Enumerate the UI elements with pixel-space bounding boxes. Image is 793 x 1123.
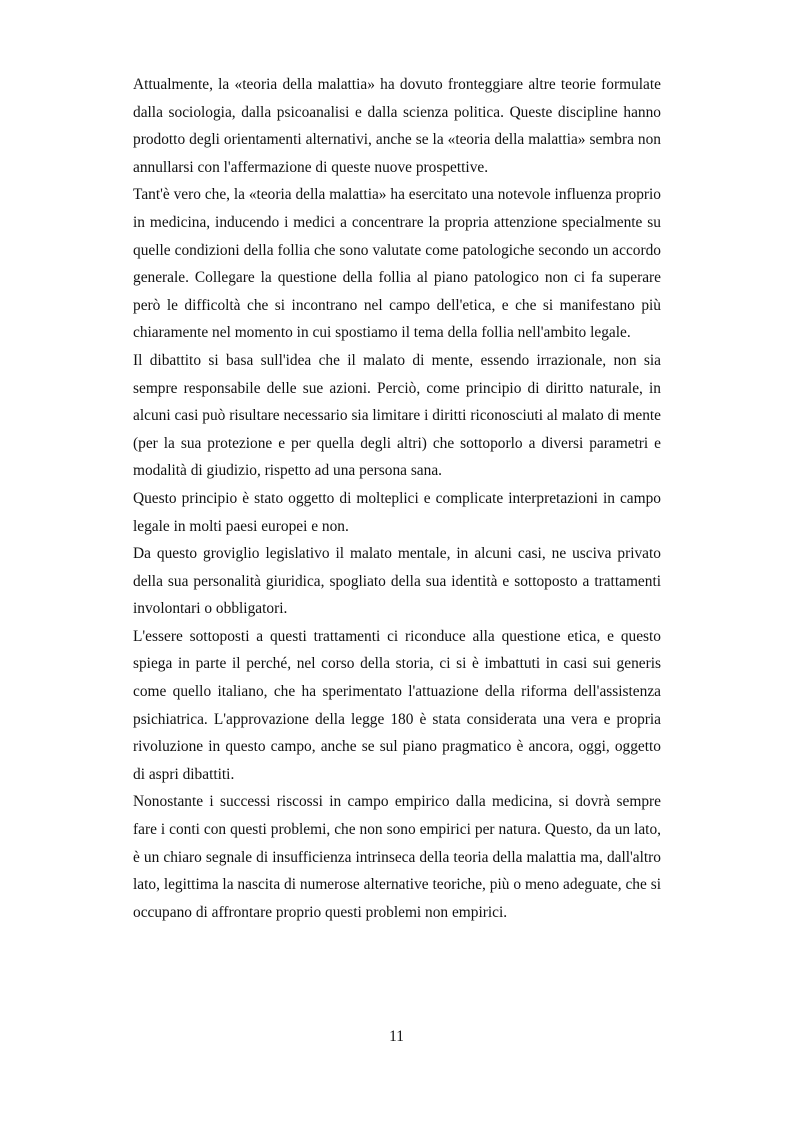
- paragraph-2: Tant'è vero che, la «teoria della malattia» ha esercitato una notevole influenza proprio in medicina, inducendo i medici a concentrare la propria attenzione specialmente su quelle condizioni della follia che sono valutate come patologiche secondo un accordo generale. Collegare la questione della follia al piano patologico non ci fa superare però le difficoltà che si incontrano nel campo dell'etica, e che si manifestano più chiaramente nel momento in cui spostiamo il tema della follia nell'ambito legale.: [133, 186, 661, 342]
- paragraph-5: Da questo groviglio legislativo il malato mentale, in alcuni casi, ne usciva privato della sua personalità giuridica, spogliato della sua identità e sottoposto a trattamenti involontari o obbligatori.: [133, 545, 661, 618]
- paragraph-6: L'essere sottoposti a questi trattamenti ci riconduce alla questione etica, e questo spiega in parte il perché, nel corso della storia, ci si è imbattuti in casi sui generis come quello italiano, che ha sperimentato l'attuazione della riforma dell'assistenza psichiatrica. L'approvazione della legge 180 è stata considerata una vera e propria rivoluzione in questo campo, anche se sul piano pragmatico è ancora, oggi, oggetto di aspri dibattiti.: [133, 627, 661, 783]
- page-number: 11: [389, 1028, 404, 1045]
- paragraph-7: Nonostante i successi riscossi in campo empirico dalla medicina, si dovrà sempre fare i conti con questi problemi, che non sono empirici per natura. Questo, da un lato, è un chiaro segnale di insufficienza intrinseca della teoria della malattia ma, dall'altro lato, legittima la nascita di numerose alternative teoriche, più o meno adeguate, che si occupano di affrontare proprio questi problemi non empirici.: [133, 793, 661, 921]
- body-text: [133, 71, 661, 926]
- paragraph-3: Il dibattito si basa sull'idea che il malato di mente, essendo irrazionale, non sia sempre responsabile delle sue azioni. Perciò, come principio di diritto naturale, in alcuni casi può risultare necessario sia limitare i diritti riconosciuti al malato di mente (per la sua protezione e per quella degli altri) che sottoporlo a diversi parametri e modalità di giudizio, rispetto ad una persona sana.: [133, 351, 661, 480]
- paragraph-1: Attualmente, la «teoria della malattia» ha dovuto fronteggiare altre teorie formulate dalla sociologia, dalla psicoanalisi e dalla scienza politica. Queste discipline hanno prodotto degli orientamenti alternativi, anche se la «teoria della malattia» sembra non annullarsi con l'affermazione di queste nuove prospettive.: [133, 76, 661, 176]
- paragraph-4: Questo principio è stato oggetto di molteplici e complicate interpretazioni in campo legale in molti paesi europei e non.: [133, 489, 661, 535]
